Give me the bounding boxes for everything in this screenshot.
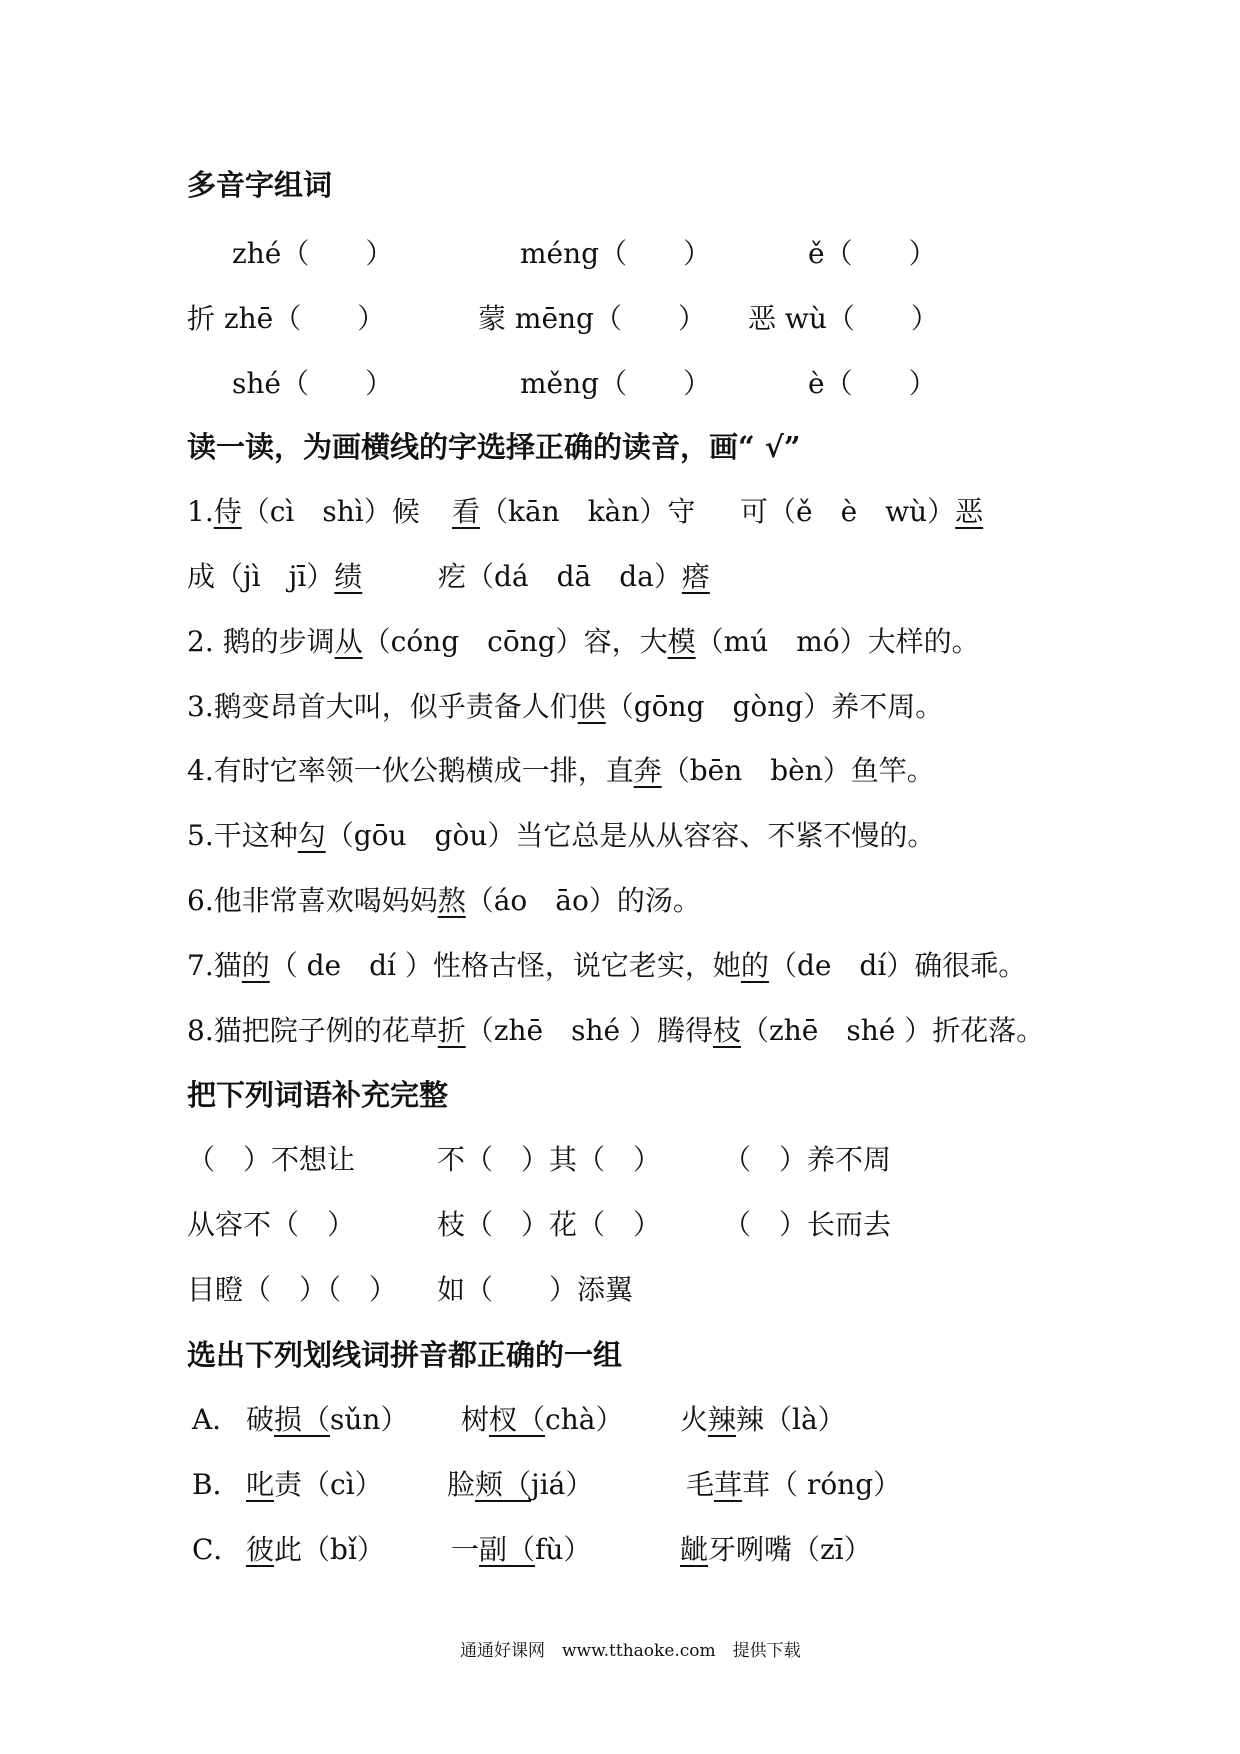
section-title-pronunciation: 读一读，为画横线的字选择正确的读音，画“ √” bbox=[187, 430, 801, 464]
question-line-5: 5.干这种勾（gōu gòu）当它总是从从容容、不紧不慢的。 bbox=[187, 819, 936, 852]
idiom-blank-2-1: 从容不（ ） bbox=[187, 1208, 356, 1241]
idiom-blank-2-2: 枝（ ）花（ ） bbox=[437, 1208, 662, 1241]
polyphonic-e-row3: è（ ） bbox=[808, 367, 937, 400]
option-c-word-1: 彼此（bǐ） bbox=[246, 1533, 385, 1566]
question-line-7: 7.猫的（ de dí ）性格古怪，说它老实，她的（de dí）确很乖。 bbox=[187, 949, 1027, 982]
question-line-3: 3.鹅变昂首大叫，似乎责备人们供（gōng gòng）养不周。 bbox=[187, 690, 944, 723]
polyphonic-e-row2: 恶 wù（ ） bbox=[748, 302, 939, 335]
polyphonic-meng-row2: 蒙 mēng（ ） bbox=[478, 302, 706, 335]
option-c-word-2: 一副（fù） bbox=[451, 1533, 592, 1566]
polyphonic-zhe-row3: shé（ ） bbox=[232, 367, 393, 400]
option-a-word-2: 树杈（chà） bbox=[461, 1403, 624, 1436]
question-line-1b-part1: 成（jì jī）绩 bbox=[187, 560, 363, 593]
section-title-choose-group: 选出下列划线词拼音都正确的一组 bbox=[187, 1338, 623, 1372]
question-line-1a-part1: 1.侍（cì shì）候 bbox=[187, 495, 420, 528]
option-b-label: B． bbox=[192, 1468, 241, 1501]
idiom-blank-3-2: 如（ ）添翼 bbox=[437, 1273, 634, 1306]
polyphonic-e-row1: ě（ ） bbox=[808, 237, 937, 270]
polyphonic-zhe-row2: 折 zhē（ ） bbox=[187, 302, 386, 335]
idiom-blank-1-3: （ ）养不周 bbox=[723, 1143, 892, 1176]
idiom-blank-3-1: 目瞪（ ）（ ） bbox=[187, 1273, 398, 1306]
polyphonic-meng-row3: měng（ ） bbox=[520, 367, 712, 400]
question-line-4: 4.有时它率领一伙公鹅横成一排，直奔（bēn bèn）鱼竿。 bbox=[187, 754, 935, 787]
question-line-1a-part3: 可（ě è wù）恶 bbox=[740, 495, 984, 528]
option-a-word-3: 火辣辣（là） bbox=[680, 1403, 846, 1436]
section-title-complete-words: 把下列词语补充完整 bbox=[187, 1078, 449, 1112]
polyphonic-meng-row1: méng（ ） bbox=[520, 237, 712, 270]
question-line-8: 8.猫把院子例的花草折（zhē shé ）腾得枝（zhē shé ）折花落。 bbox=[187, 1014, 1045, 1047]
option-c-label: C． bbox=[192, 1533, 242, 1566]
question-line-2: 2. 鹅的步调从（cóng cōng）容，大模（mú mó）大样的。 bbox=[187, 625, 980, 658]
idiom-blank-1-1: （ ）不想让 bbox=[187, 1143, 356, 1176]
option-b-word-1: 叱责（cì） bbox=[246, 1468, 383, 1501]
section-title-polyphonic: 多音字组词 bbox=[187, 168, 333, 202]
footer-download-note: 通通好课网 www.tthaoke.com 提供下载 bbox=[460, 1641, 801, 1661]
question-line-1a-part2: 看（kān kàn）守 bbox=[452, 495, 696, 528]
question-line-6: 6.他非常喜欢喝妈妈熬（áo āo）的汤。 bbox=[187, 884, 701, 917]
option-a-label: A． bbox=[192, 1403, 241, 1436]
option-a-word-1: 破损（sǔn） bbox=[246, 1403, 409, 1436]
idiom-blank-2-3: （ ）长而去 bbox=[723, 1208, 892, 1241]
question-line-1b-part2: 疙（dá dā da）瘩 bbox=[438, 560, 710, 593]
polyphonic-zhe-row1: zhé（ ） bbox=[232, 237, 394, 270]
option-b-word-2: 脸颊（jiá） bbox=[447, 1468, 594, 1501]
option-b-word-3: 毛茸茸（ róng） bbox=[686, 1468, 902, 1501]
idiom-blank-1-2: 不（ ）其（ ） bbox=[437, 1143, 662, 1176]
option-c-word-3: 龇牙咧嘴（zī） bbox=[680, 1533, 872, 1566]
